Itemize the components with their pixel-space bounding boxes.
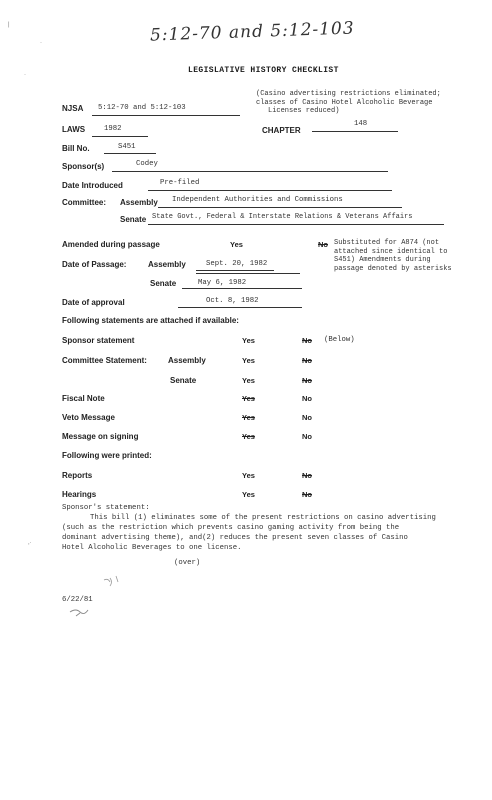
sponsor-statement-no: No [302,336,312,345]
substituted-note-line: Substituted for A874 (not [334,239,440,247]
committee-statement-assembly-no: No [302,356,312,365]
committee-senate-value: State Govt., Federal & Interstate Relations & Veterans Affairs [152,213,413,221]
veto-message-label: Veto Message [62,413,115,422]
statement-line: (such as the restriction which prevents casino gaming activity from being the [62,524,400,532]
passage-assembly-underline [196,270,274,271]
chapter-label: CHAPTER [262,126,301,135]
amended-label: Amended during passage [62,240,160,249]
sponsor-value: Codey [136,160,158,168]
statement-body [62,513,436,553]
committee-statement-assembly-yes: Yes [242,356,255,365]
sponsor-underline [112,171,388,172]
veto-message-yes: Yes [242,413,255,422]
description-note-line: classes of Casino Hotel Alcoholic Beverage [256,98,433,107]
date-introduced-underline [148,190,392,191]
page-title: LEGISLATIVE HISTORY CHECKLIST [188,66,339,75]
sponsor-statement-yes: Yes [242,336,255,345]
substituted-note-line: S451) Amendments during [334,256,431,264]
statement-line: This bill (1) eliminates some of the present restrictions on casino advertising [90,514,436,522]
reports-no: No [302,471,312,480]
bill-value: S451 [118,143,136,151]
handwritten-header: 5:12-70 and 5:12-103 [149,18,355,46]
laws-underline [92,136,148,137]
committee-statement-senate-no: No [302,376,312,385]
bill-label: Bill No. [62,144,90,153]
description-note-line: (Casino advertising restrictions eliminated; [256,90,441,98]
substituted-note [334,239,452,273]
committee-senate-label: Senate [120,215,147,224]
passage-senate-value: May 6, 1982 [198,279,247,287]
njsa-value: 5:12-70 and 5:12-103 [98,104,186,112]
njsa-label: NJSA [62,104,84,113]
description-note-line: Licenses reduced) [268,107,340,115]
bill-underline [104,153,156,154]
sponsor-statement-extra: (Below) [324,336,355,344]
statement-line: Hotel Alcoholic Beverages to one license. [62,544,242,552]
hearings-yes: Yes [242,490,255,499]
chapter-underline [312,131,398,132]
chapter-value: 148 [354,120,368,128]
laws-value: 1982 [104,125,122,133]
laws-label: LAWS [62,125,86,134]
committee-statement-label: Committee Statement: [62,356,147,365]
sponsor-statement-label: Sponsor statement [62,336,135,345]
description-note [256,90,441,116]
committee-statement-senate-label: Senate [170,376,197,385]
fiscal-note-label: Fiscal Note [62,394,105,403]
over-note: (over) [174,559,201,567]
message-signing-no: No [302,432,312,441]
committee-assembly-value: Independent Authorities and Commissions [172,196,343,204]
passage-label: Date of Passage: [62,260,127,269]
faint-stamp-mark [66,572,126,622]
footer-date: 6/22/81 [62,596,93,604]
amended-yes: Yes [230,240,243,249]
margin-speck: ,· [28,540,32,546]
veto-message-no: No [302,413,312,422]
committee-statement-senate-yes: Yes [242,376,255,385]
margin-mark: | [8,22,10,28]
message-signing-label: Message on signing [62,432,139,441]
following-printed-heading: Following were printed: [62,451,152,460]
message-signing-yes: Yes [242,432,255,441]
margin-speck: · [40,40,42,46]
passage-assembly-label: Assembly [148,260,186,269]
approval-underline [178,307,302,308]
following-attached-heading: Following statements are attached if available: [62,316,239,325]
committee-senate-underline [148,224,444,225]
date-introduced-label: Date Introduced [62,181,123,190]
margin-speck: · [24,72,26,78]
committee-statement-assembly-label: Assembly [168,356,206,365]
passage-senate-underline [182,288,302,289]
hearings-label: Hearings [62,490,97,499]
sponsor-label: Sponsor(s) [62,162,105,171]
passage-assembly-value: Sept. 20, 1982 [206,260,268,268]
statement-line: dominant advertising theme), and(2) reduces the present seven classes of Casino [62,534,408,542]
reports-yes: Yes [242,471,255,480]
approval-label: Date of approval [62,298,125,307]
substituted-note-line: passage denoted by asterisks [334,264,452,273]
hearings-no: No [302,490,312,499]
passage-assembly-underline-2 [196,273,300,274]
fiscal-note-yes: Yes [242,394,255,403]
amended-no: No [318,240,328,249]
committee-assembly-underline [158,207,402,208]
committee-label: Committee: [62,198,107,207]
committee-assembly-label: Assembly [120,198,158,207]
njsa-underline [92,115,240,116]
approval-value: Oct. 8, 1982 [206,297,259,305]
substituted-note-line: attached since identical to [334,247,448,256]
date-introduced-value: Pre-filed [160,179,200,187]
statement-heading: Sponsor's statement: [62,504,150,512]
fiscal-note-no: No [302,394,312,403]
passage-senate-label: Senate [150,279,177,288]
reports-label: Reports [62,471,93,480]
